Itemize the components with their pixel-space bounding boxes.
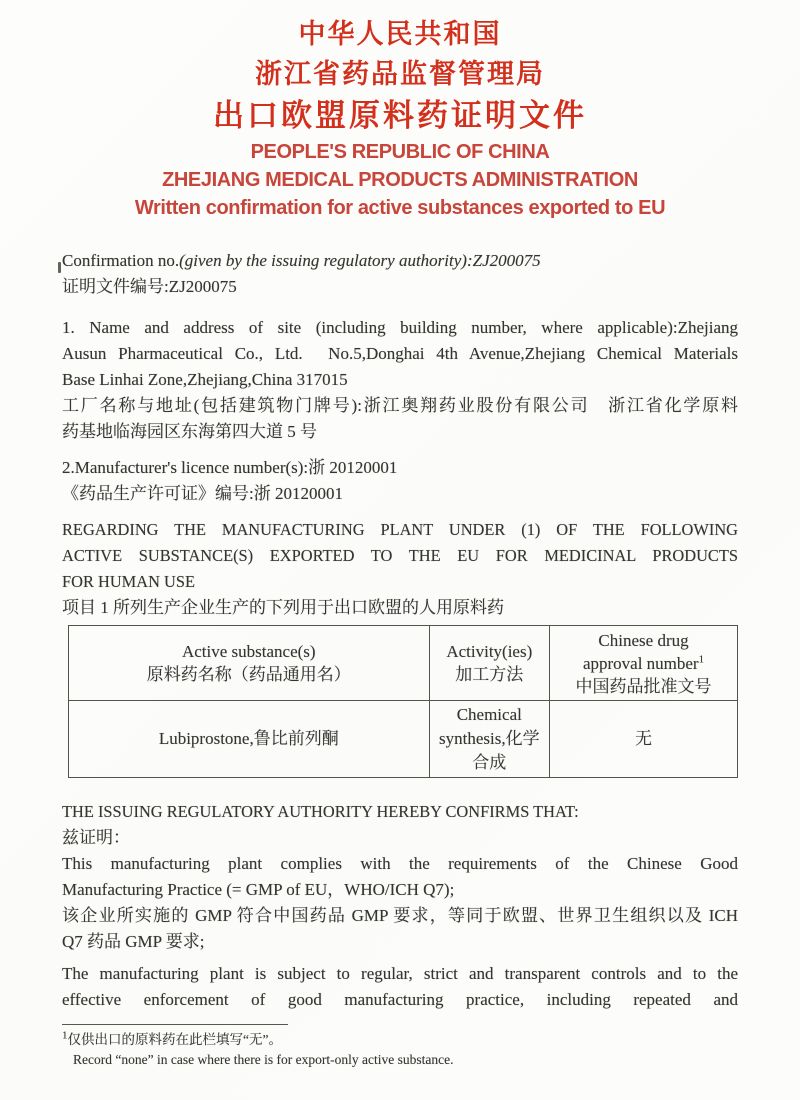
title-en-document: Written confirmation for active substances exported to EU: [134, 197, 666, 219]
licence-line-en: 2.Manufacturer's licence number(s):浙 20120001: [62, 458, 398, 477]
footnote-divider: [62, 1024, 288, 1025]
confirms-block: [62, 799, 738, 955]
cell-activity: Chemical synthesis,化学合成: [429, 701, 550, 778]
confirmation-block: [62, 248, 738, 300]
col-header-activity-en: Activity(ies): [446, 642, 533, 661]
site-address-line-cn-1: 工厂名称与地址(包括建筑物门牌号):浙江奥翔药业股份有限公司 浙江省化学原料: [62, 396, 738, 415]
col-header-approval: [550, 626, 738, 701]
substance-table: [68, 625, 738, 778]
regarding-line-2: ACTIVE SUBSTANCE(S) EXPORTED TO THE EU FOR MEDICINAL PRODUCTS: [62, 546, 738, 565]
col-header-approval-en-2: approval number$^1$: [582, 652, 705, 673]
col-header-substance-en: Active substance(s): [181, 642, 316, 661]
gmp-line-cn-2: Q7 药品 GMP 要求;: [62, 932, 205, 951]
regarding-block: [62, 517, 738, 621]
footnote-ref: 1: [698, 652, 705, 665]
confirmation-detail: (given by the issuing regulatory authority):ZJ200075: [179, 251, 541, 270]
site-address-line-2: Ausun Pharmaceutical Co., Ltd. No.5,Donghai 4th Avenue,Zhejiang Chemical Materials: [62, 344, 738, 363]
col-header-substance: [69, 626, 430, 701]
document-header: [62, 14, 738, 222]
controls-line-1: The manufacturing plant is subject to regular, strict and transparent controls and to the: [62, 964, 738, 983]
confirmation-label: Confirmation no.: [62, 251, 180, 270]
cell-substance: Lubiprostone,鲁比前列酮: [69, 701, 430, 778]
licence-line-cn: 《药品生产许可证》编号:浙 20120001: [62, 484, 343, 503]
gmp-line-2: Manufacturing Practice (= GMP of EU，WHO/ICH Q7);: [62, 880, 455, 899]
table-header-row: [69, 626, 738, 701]
site-address-line-1: 1. Name and address of site (including building number, where applicable):Zhejiang: [62, 318, 738, 337]
confirmation-line-cn: 证明文件编号:ZJ200075: [62, 277, 237, 296]
title-en-country: PEOPLE'S REPUBLIC OF CHINA: [250, 141, 550, 163]
col-header-approval-cn: 中国药品批准文号: [575, 676, 712, 696]
col-header-substance-cn: 原料药名称（药品通用名）: [146, 665, 351, 684]
footnote-en: Record “none” in case where there is for export-only active substance.: [73, 1052, 454, 1067]
confirms-heading: THE ISSUING REGULATORY AUTHORITY HEREBY CONFIRMS THAT:: [62, 802, 579, 821]
title-en-authority: ZHEJIANG MEDICAL PRODUCTS ADMINISTRATION: [162, 169, 638, 191]
regarding-line-cn: 项目 1 所列生产企业生产的下列用于出口欧盟的人用原料药: [62, 598, 504, 617]
licence-block: [62, 455, 738, 507]
footnote-cn: $^1$仅供出口的原料药在此栏填写“无”。: [62, 1029, 282, 1047]
controls-block: [62, 961, 738, 1013]
footnote-marker: 1: [62, 1029, 68, 1042]
confirms-heading-cn: 兹证明：: [62, 828, 130, 847]
cell-approval: 无: [550, 701, 738, 778]
regarding-line-1: REGARDING THE MANUFACTURING PLANT UNDER (1) OF THE FOLLOWING: [62, 520, 738, 539]
table-row: [69, 701, 738, 778]
col-header-approval-en-1: Chinese drug: [598, 630, 689, 650]
col-header-activity: [429, 626, 550, 701]
site-address-line-3: Base Linhai Zone,Zhejiang,China 317015: [62, 370, 348, 389]
gmp-line-1: This manufacturing plant complies with the requirements of the Chinese Good: [62, 854, 738, 873]
confirmation-line-en: [62, 248, 738, 274]
col-header-activity-cn: 加工方法: [455, 665, 524, 684]
title-cn-document: 出口欧盟原料药证明文件: [213, 98, 587, 133]
regarding-line-3: FOR HUMAN USE: [62, 572, 195, 591]
site-address-line-cn-2: 药基地临海园区东海第四大道 5 号: [62, 422, 317, 441]
title-cn-country: 中华人民共和国: [298, 19, 502, 49]
title-cn-authority: 浙江省药品监督管理局: [255, 59, 545, 89]
site-address-block: [62, 315, 738, 445]
gmp-line-cn-1: 该企业所实施的 GMP 符合中国药品 GMP 要求，等同于欧盟、世界卫生组织以及 ICH: [62, 906, 738, 925]
controls-line-2: effective enforcement of good manufacturing practice, including repeated and: [62, 990, 738, 1009]
scan-artifact: [58, 262, 61, 273]
